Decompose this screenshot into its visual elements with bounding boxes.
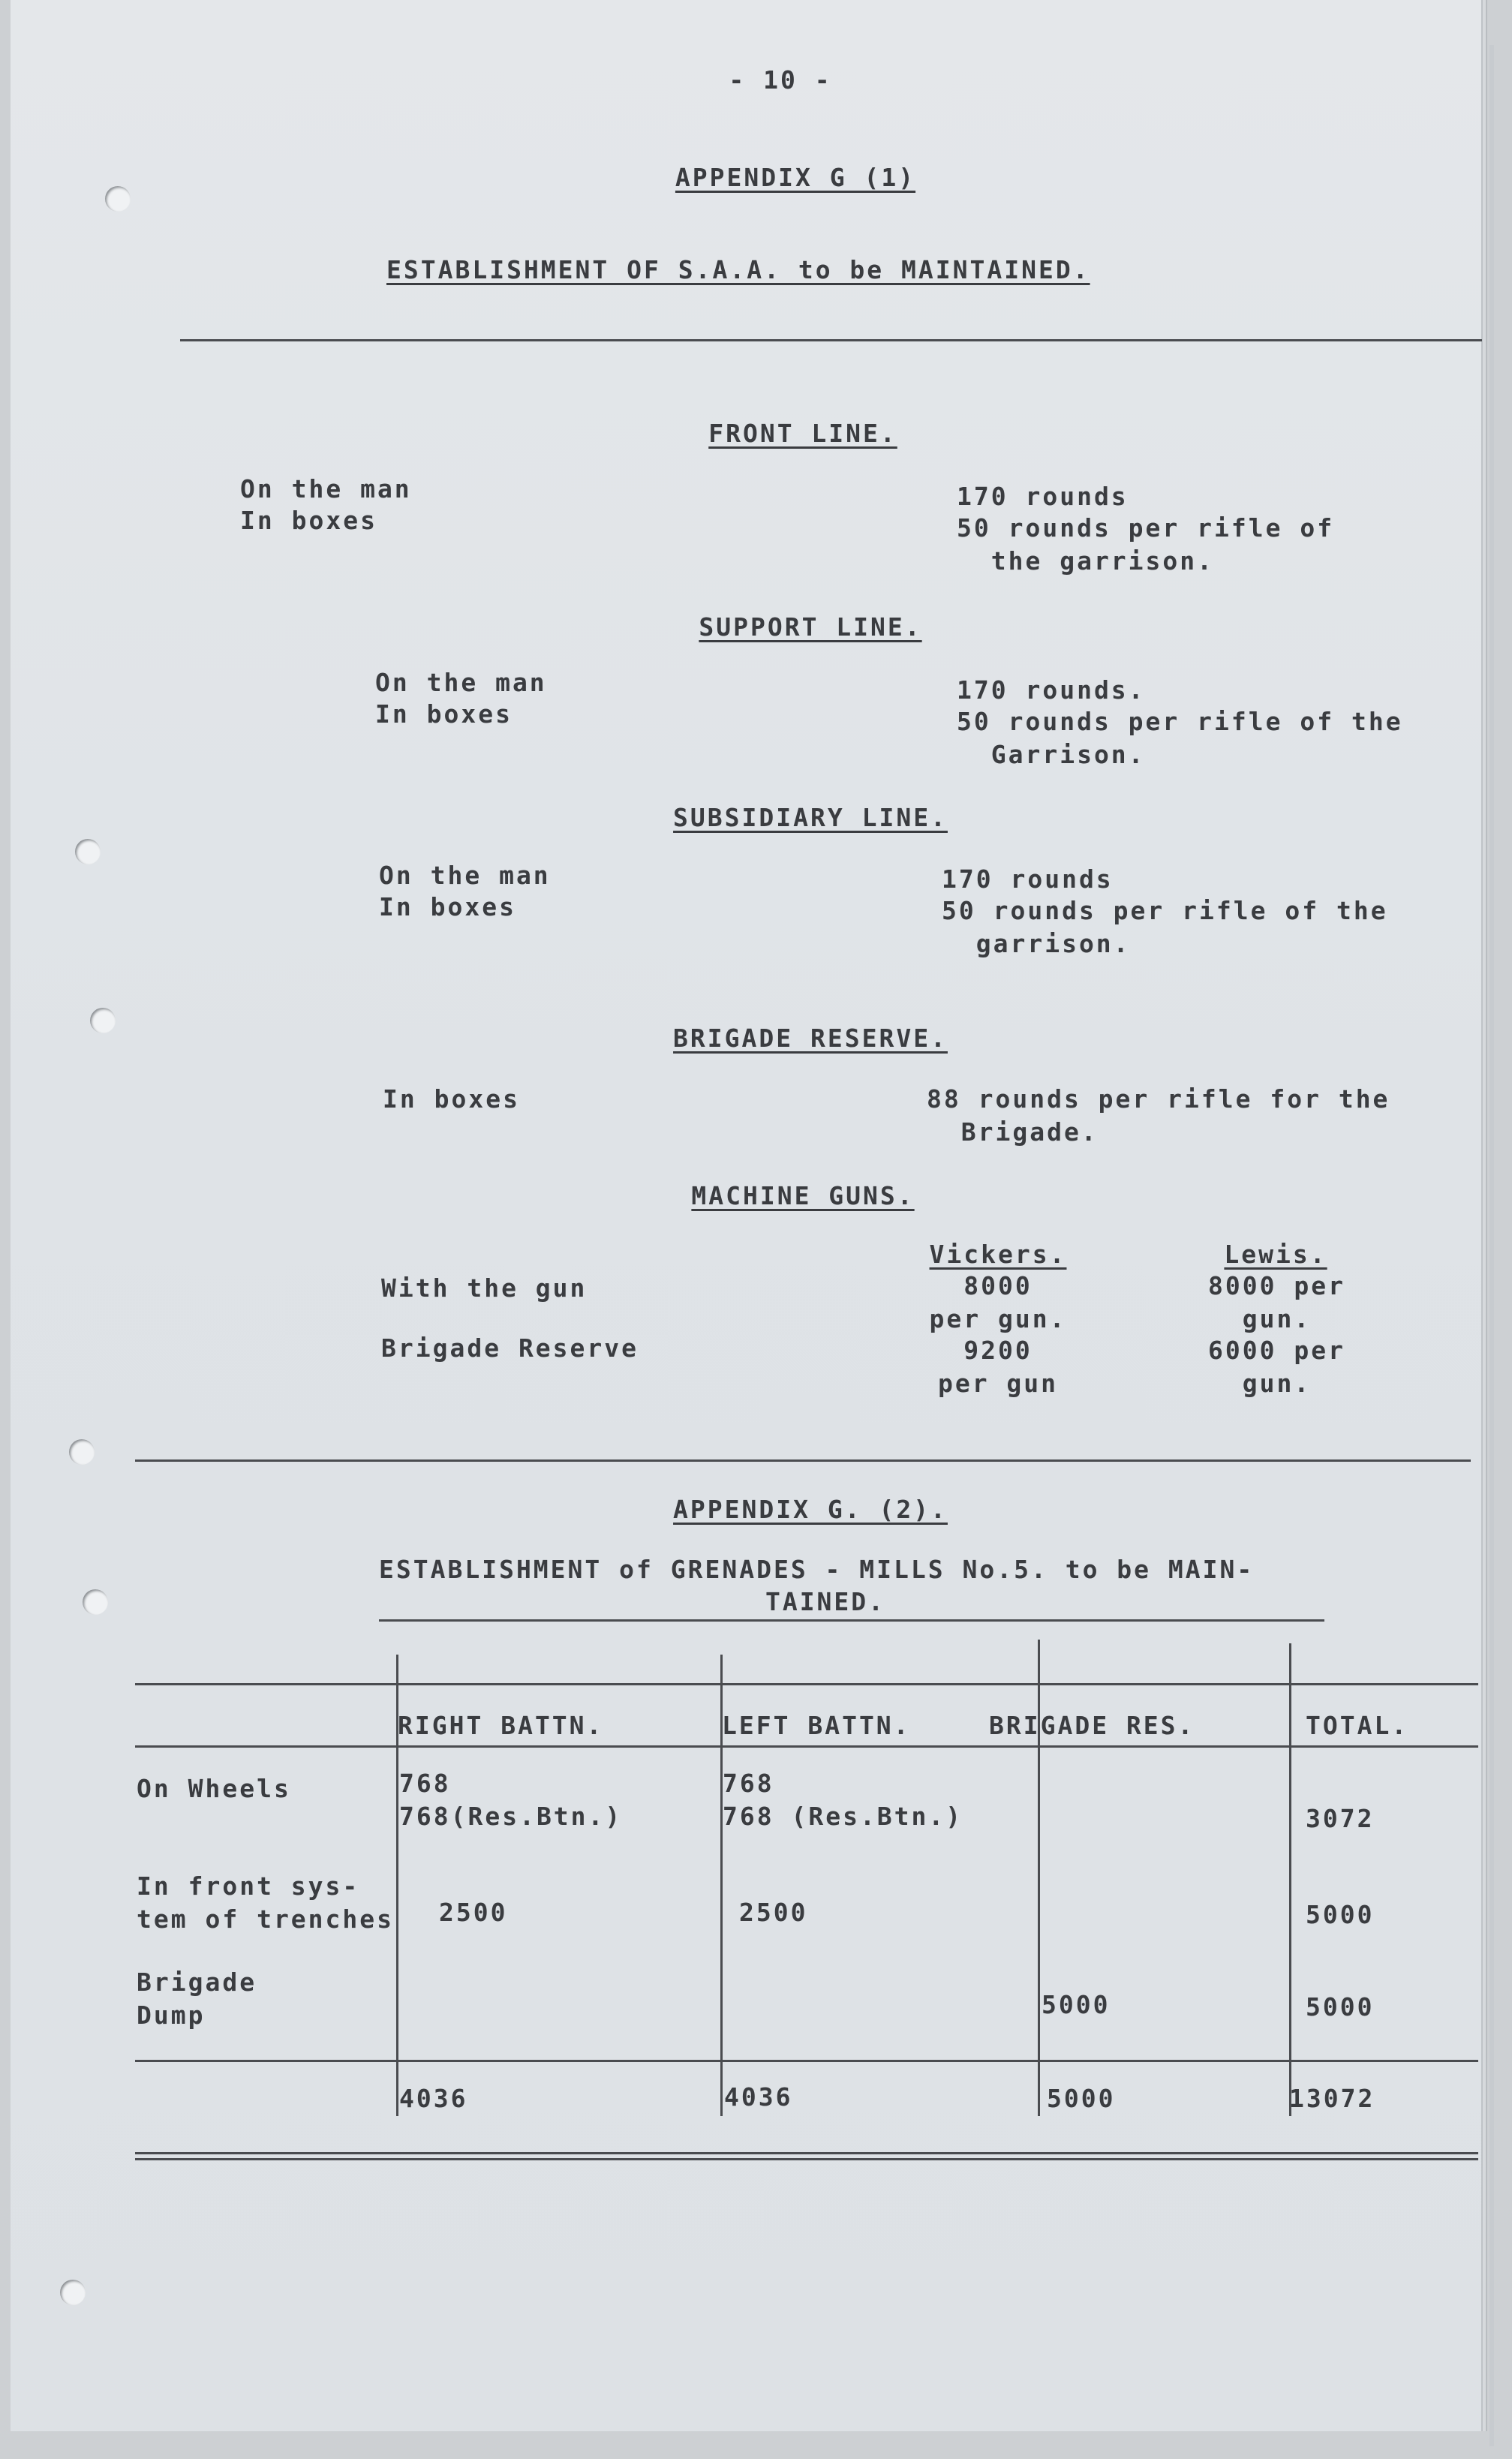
- table-row-label: In front sys- tem of trenches: [137, 1871, 395, 1934]
- section-divider: [180, 339, 1482, 341]
- table-cell-total: 5000: [1306, 1992, 1375, 2022]
- machine-guns-heading: MACHINE GUNS.: [691, 1181, 915, 1210]
- support-line-value-boxes: 50 rounds per rifle of the Garrison.: [957, 707, 1403, 769]
- table-header-brigade-res: BRIGADE RES.: [989, 1711, 1195, 1740]
- table-cell-left: 2500: [739, 1898, 808, 1927]
- table-row-label: Brigade Dump: [137, 1968, 257, 2030]
- support-line-heading: SUPPORT LINE.: [699, 612, 922, 642]
- front-line-label-man: On the man: [240, 474, 412, 504]
- front-line-value-boxes: 50 rounds per rifle of the garrison.: [957, 513, 1335, 576]
- support-line-value-man: 170 rounds.: [957, 675, 1146, 705]
- table-column-divider: [1289, 1643, 1291, 2116]
- front-line-heading: FRONT LINE.: [708, 419, 897, 448]
- machine-guns-vickers-with-gun: 8000 per gun.: [929, 1271, 1067, 1333]
- table-top-rule: [135, 1683, 1478, 1685]
- machine-guns-lewis-reserve: 6000 per gun.: [1208, 1336, 1345, 1398]
- table-header-right-battn: RIGHT BATTN.: [398, 1711, 604, 1740]
- machine-guns-lewis-with-gun: 8000 per gun.: [1208, 1271, 1345, 1333]
- punch-hole: [69, 1439, 95, 1465]
- table-cell-right: 768 768(Res.Btn.): [399, 1769, 623, 1831]
- front-line-value-man: 170 rounds: [957, 482, 1129, 511]
- subsidiary-line-label-man: On the man: [379, 861, 551, 890]
- table-cell-brigade: 5000: [1042, 1990, 1111, 2019]
- machine-guns-label-with-gun: With the gun: [381, 1273, 588, 1303]
- table-total-left: 4036: [724, 2082, 793, 2112]
- subsidiary-line-value-boxes: 50 rounds per rifle of the garrison.: [942, 896, 1388, 958]
- table-cell-total: 5000: [1306, 1900, 1375, 1929]
- page-edge: [1489, 45, 1494, 2446]
- punch-hole: [75, 839, 101, 864]
- table-cell-left: 768 768 (Res.Btn.): [723, 1769, 963, 1831]
- support-line-label-man: On the man: [375, 668, 547, 697]
- machine-guns-vickers-reserve: 9200 per gun: [937, 1336, 1059, 1398]
- table-header-rule: [135, 1745, 1478, 1748]
- machine-guns-col-vickers: Vickers.: [929, 1240, 1067, 1269]
- appendix-1-title: APPENDIX G (1): [675, 163, 916, 192]
- brigade-reserve-heading: BRIGADE RESERVE.: [673, 1024, 948, 1053]
- table-total-brigade: 5000: [1047, 2084, 1116, 2113]
- front-line-label-boxes: In boxes: [240, 506, 377, 535]
- support-line-label-boxes: In boxes: [375, 699, 513, 729]
- table-total-right: 4036: [399, 2084, 468, 2113]
- machine-guns-label-reserve: Brigade Reserve: [381, 1333, 639, 1363]
- page-number: - 10 -: [729, 65, 832, 95]
- table-bottom-double-rule: [135, 2152, 1478, 2160]
- document-page: [11, 0, 1481, 2431]
- subsidiary-line-heading: SUBSIDIARY LINE.: [673, 803, 948, 832]
- punch-hole: [83, 1589, 108, 1615]
- brigade-reserve-value-boxes: 88 rounds per rifle for the Brigade.: [927, 1084, 1390, 1147]
- appendix-2-subtitle-line1: ESTABLISHMENT of GRENADES - MILLS No.5. to be MAIN-: [379, 1555, 1255, 1584]
- machine-guns-col-lewis: Lewis.: [1224, 1240, 1327, 1269]
- subsidiary-line-label-boxes: In boxes: [379, 892, 516, 921]
- brigade-reserve-label-boxes: In boxes: [383, 1084, 520, 1114]
- table-header-total: TOTAL.: [1306, 1711, 1409, 1740]
- table-header-left-battn: LEFT BATTN.: [722, 1711, 911, 1740]
- table-cell-total: 3072: [1306, 1804, 1375, 1833]
- appendix-1-subtitle: ESTABLISHMENT OF S.A.A. to be MAINTAINED.: [386, 255, 1090, 284]
- section-divider: [135, 1459, 1471, 1462]
- punch-hole: [105, 186, 131, 212]
- table-row-label: On Wheels: [137, 1774, 291, 1803]
- appendix-2-subtitle-line2: TAINED.: [765, 1587, 886, 1616]
- table-total-rule: [135, 2060, 1478, 2062]
- subsidiary-line-value-man: 170 rounds: [942, 864, 1114, 894]
- appendix-2-title: APPENDIX G. (2).: [673, 1495, 948, 1524]
- table-cell-right: 2500: [439, 1898, 508, 1927]
- punch-hole: [90, 1008, 116, 1033]
- subtitle-underline: [379, 1619, 1324, 1622]
- table-total-grand: 13072: [1289, 2084, 1375, 2113]
- punch-hole: [60, 2280, 86, 2305]
